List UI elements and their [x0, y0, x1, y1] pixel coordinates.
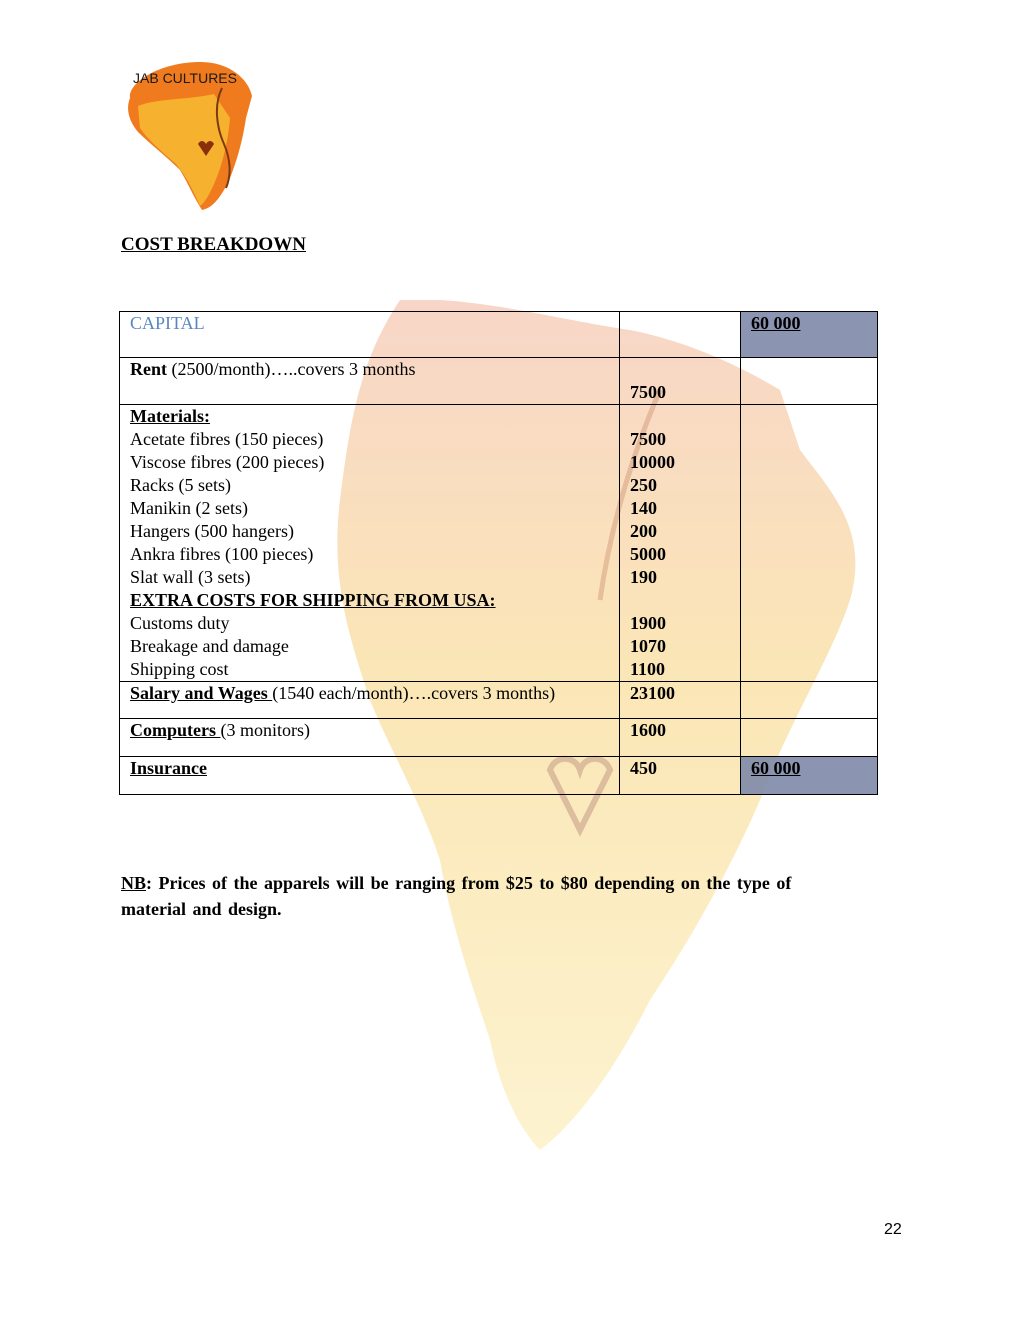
- material-item: Ankra fibres (100 pieces): [130, 544, 314, 564]
- material-amount: 250: [630, 475, 657, 495]
- extra-cost-amount: 1900: [630, 613, 666, 633]
- material-item: Slat wall (3 sets): [130, 567, 251, 587]
- capital-total: 60 000: [751, 313, 801, 333]
- insurance-label: Insurance: [130, 758, 208, 778]
- rent-detail: (2500/month)…..covers 3 months: [167, 359, 416, 379]
- material-amount: 140: [630, 498, 657, 518]
- note-prefix: NB: [121, 873, 147, 893]
- computers-row: [120, 719, 878, 757]
- extra-cost-amount: 1070: [630, 636, 666, 656]
- insurance-row: [120, 757, 878, 795]
- extra-cost-amount: 1100: [630, 659, 666, 679]
- capital-row: [120, 312, 878, 358]
- rent-label: Rent: [130, 359, 167, 379]
- price-note: [121, 870, 851, 922]
- material-item: Viscose fibres (200 pieces): [130, 452, 325, 472]
- insurance-amount: 450: [630, 758, 657, 778]
- note-text: : Prices of the apparels will be ranging from $25 to $80 depending on the type of material and design.: [121, 873, 792, 919]
- extra-cost-item: Breakage and damage: [130, 636, 289, 656]
- computers-detail: (3 monitors): [220, 720, 310, 740]
- material-item: Hangers (500 hangers): [130, 521, 294, 541]
- salary-detail: (1540 each/month)….covers 3 months): [272, 683, 556, 703]
- extra-cost-item: Customs duty: [130, 613, 230, 633]
- computers-label: Computers: [130, 720, 221, 740]
- materials-label: Materials:: [130, 406, 210, 426]
- material-amount: 10000: [630, 452, 675, 472]
- cost-breakdown-table: [119, 311, 878, 795]
- material-item: Racks (5 sets): [130, 475, 231, 495]
- page-heading: COST BREAKDOWN: [121, 234, 306, 255]
- materials-row: [120, 405, 878, 682]
- grand-total: 60 000: [751, 758, 801, 778]
- capital-amount-cell: [620, 312, 741, 358]
- material-item: Manikin (2 sets): [130, 498, 248, 518]
- page-number: 22: [884, 1221, 902, 1238]
- extra-costs-label: EXTRA COSTS FOR SHIPPING FROM USA:: [130, 590, 496, 610]
- logo-text: JAB CULTURES: [133, 70, 237, 86]
- salary-amount: 23100: [630, 683, 675, 703]
- rent-amount: 7500: [630, 382, 666, 402]
- material-amount: 7500: [630, 429, 666, 449]
- salary-row: [120, 682, 878, 719]
- material-amount: 5000: [630, 544, 666, 564]
- computers-amount: 1600: [630, 720, 666, 740]
- salary-label: Salary and Wages: [130, 683, 273, 703]
- material-amount: 200: [630, 521, 657, 541]
- capital-label: CAPITAL: [130, 313, 205, 333]
- material-item: Acetate fibres (150 pieces): [130, 429, 324, 449]
- rent-row: [120, 358, 878, 405]
- extra-cost-item: Shipping cost: [130, 659, 229, 679]
- material-amount: 190: [630, 567, 657, 587]
